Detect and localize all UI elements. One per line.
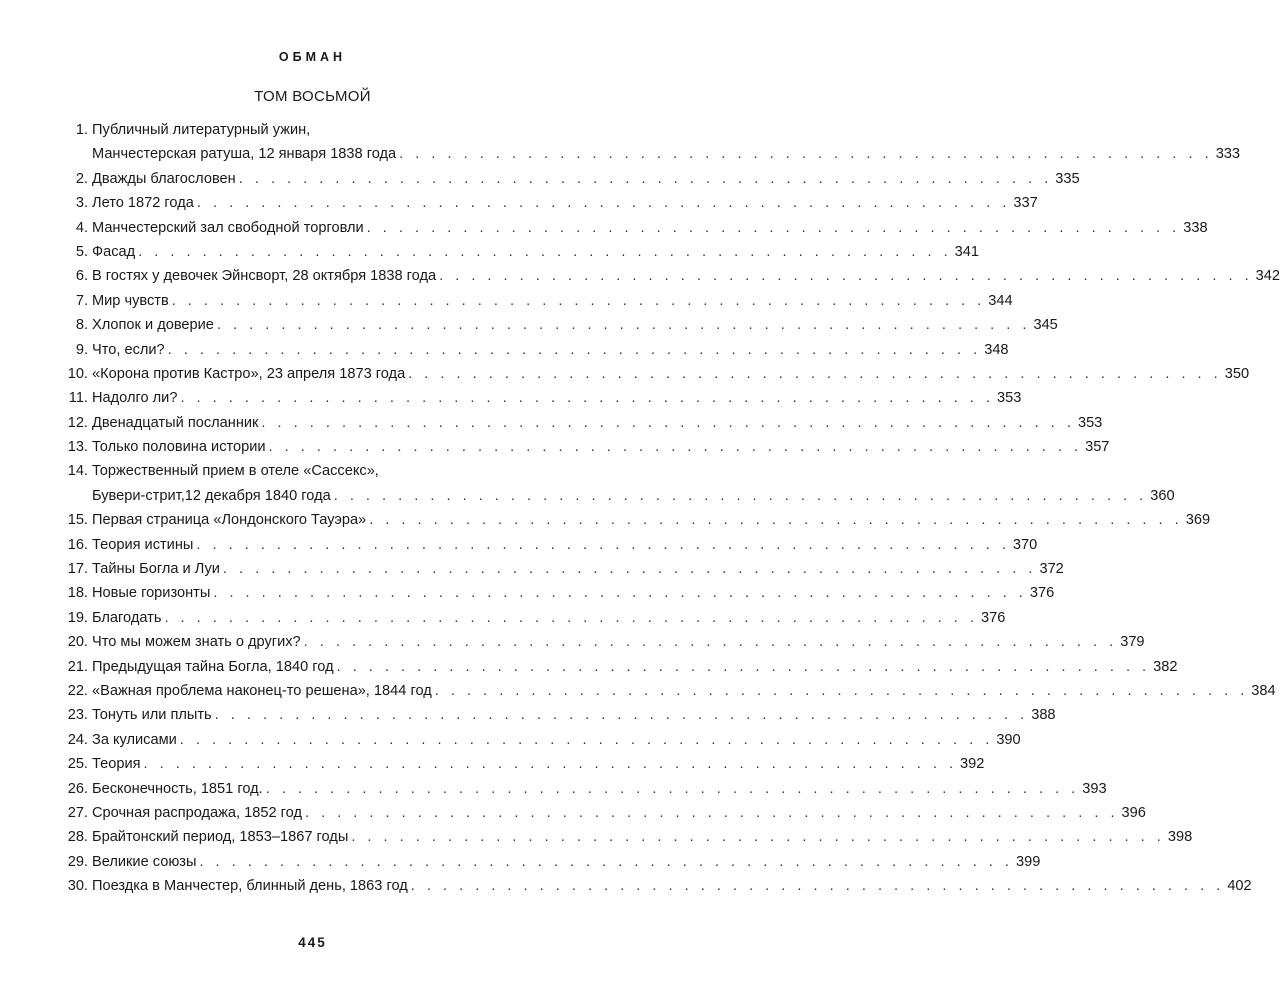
dot-leader: . . . . . . . . . . . . . . . . . . . . . . . . . . . . . . . . . . . . . . . . . . . . . . . . . . . [214, 707, 1029, 724]
dot-leader: . . . . . . . . . . . . . . . . . . . . . . . . . . . . . . . . . . . . . . . . . . . . . . . . . . . [333, 487, 1148, 504]
chapter-title: Теория истины [92, 536, 194, 553]
chapter-number: 17. [67, 561, 88, 578]
dot-leader: . . . . . . . . . . . . . . . . . . . . . . . . . . . . . . . . . . . . . . . . . . . . . . . . . . . [351, 829, 1165, 846]
chapter-title: Надолго ли? [92, 390, 178, 407]
book-title: ОБМАН [278, 50, 347, 64]
chapter-page-number: 344 [988, 292, 1013, 309]
chapter-page-number: 398 [1167, 829, 1193, 846]
toc-entry-line [62, 167, 1080, 191]
dot-leader: . . . . . . . . . . . . . . . . . . . . . . . . . . . . . . . . . . . . . . . . . . . . . . . . . . . [180, 390, 994, 407]
chapter-page-number: 388 [1031, 707, 1056, 724]
toc-entry-line [62, 411, 1103, 435]
chapter-page-number: 376 [980, 609, 1006, 626]
toc-entry-line [62, 557, 1064, 581]
chapter-title: Тайны Богла и Луи [92, 561, 220, 578]
chapter-title: Благодать [92, 609, 162, 626]
chapter-number: 24. [67, 731, 88, 748]
dot-leader: . . . . . . . . . . . . . . . . . . . . . . . . . . . . . . . . . . . . . . . . . . . . . . . . . . . [265, 780, 1080, 797]
chapter-number: 12. [67, 414, 88, 431]
chapter-page-number: 382 [1153, 658, 1178, 675]
chapter-number: 8. [75, 317, 88, 334]
toc-entry-line [62, 777, 1107, 801]
chapter-page-number: 379 [1120, 634, 1145, 651]
dot-leader: . . . . . . . . . . . . . . . . . . . . . . . . . . . . . . . . . . . . . . . . . . . . . . . . . . . [164, 609, 978, 626]
chapter-title: Лето 1872 года [92, 195, 194, 212]
chapter-number: 20. [67, 634, 88, 651]
chapter-number: 14. [67, 463, 88, 480]
chapter-number: 13. [67, 439, 88, 456]
toc-entry-line [62, 240, 980, 264]
dot-leader: . . . . . . . . . . . . . . . . . . . . . . . . . . . . . . . . . . . . . . . . . . . . . . . . . . . [143, 756, 958, 773]
chapter-page-number: 353 [1077, 414, 1103, 431]
chapter-number: 15. [67, 512, 88, 529]
chapter-number: 30. [67, 878, 88, 895]
dot-leader: . . . . . . . . . . . . . . . . . . . . . . . . . . . . . . . . . . . . . . . . . . . . . . . . . . . [199, 853, 1013, 870]
dot-leader: . . . . . . . . . . . . . . . . . . . . . . . . . . . . . . . . . . . . . . . . . . . . . . . . . . . [336, 658, 1151, 675]
dot-leader: . . . . . . . . . . . . . . . . . . . . . . . . . . . . . . . . . . . . . . . . . . . . . . . . . . . [369, 512, 1183, 529]
toc-entry-line [62, 191, 1038, 215]
table-of-contents [62, 118, 1280, 899]
chapter-title: Первая страница «Лондонского Тауэра» [92, 512, 367, 529]
dot-leader: . . . . . . . . . . . . . . . . . . . . . . . . . . . . . . . . . . . . . . . . . . . . . . . . . . . [238, 170, 1053, 187]
chapter-number: 3. [75, 195, 88, 212]
chapter-page-number: 342 [1255, 268, 1280, 285]
toc-entry-line [62, 142, 1241, 166]
chapter-number: 10. [67, 365, 88, 382]
chapter-title: За кулисами [92, 731, 177, 748]
chapter-title: Торжественный прием в отеле «Сассекс», [92, 463, 379, 480]
chapter-title: Дважды благословен [92, 170, 236, 187]
chapter-page-number: 376 [1029, 585, 1055, 602]
chapter-title: Брайтонский период, 1853–1867 годы [92, 829, 349, 846]
toc-entry-line [62, 289, 1013, 313]
toc-entry-line [62, 825, 1193, 849]
toc-entry-line [62, 728, 1021, 752]
chapter-number: 25. [67, 756, 88, 773]
toc-entry-line [62, 118, 550, 142]
dot-leader: . . . . . . . . . . . . . . . . . . . . . . . . . . . . . . . . . . . . . . . . . . . . . . . . . . . [304, 804, 1119, 821]
chapter-page-number: 393 [1082, 780, 1107, 797]
toc-entry-line [62, 606, 1006, 630]
toc-entry-line [62, 533, 1038, 557]
chapter-number: 19. [67, 609, 88, 626]
chapter-page-number: 341 [954, 243, 980, 260]
chapter-page-number: 353 [996, 390, 1022, 407]
dot-leader: . . . . . . . . . . . . . . . . . . . . . . . . . . . . . . . . . . . . . . . . . . . . . . . . . . . [213, 585, 1027, 602]
toc-entry-line [62, 435, 1110, 459]
chapter-number: 27. [67, 804, 88, 821]
dot-leader: . . . . . . . . . . . . . . . . . . . . . . . . . . . . . . . . . . . . . . . . . . . . . . . . . . . [408, 365, 1222, 382]
dot-leader: . . . . . . . . . . . . . . . . . . . . . . . . . . . . . . . . . . . . . . . . . . . . . . . . . . . [196, 195, 1011, 212]
toc-entry-line [62, 703, 1056, 727]
chapter-title: «Корона против Кастро», 23 апреля 1873 года [92, 365, 406, 382]
chapter-page-number: 337 [1013, 195, 1038, 212]
volume-title: ТОМ ВОСЬМОЙ [254, 88, 371, 105]
toc-entry-line [62, 264, 1280, 288]
toc-entry-line [62, 874, 1252, 898]
dot-leader: . . . . . . . . . . . . . . . . . . . . . . . . . . . . . . . . . . . . . . . . . . . . . . . . . . . [399, 146, 1213, 163]
dot-leader: . . . . . . . . . . . . . . . . . . . . . . . . . . . . . . . . . . . . . . . . . . . . . . . . . . . [179, 731, 994, 748]
dot-leader: . . . . . . . . . . . . . . . . . . . . . . . . . . . . . . . . . . . . . . . . . . . . . . . . . . . [167, 341, 982, 358]
dot-leader: . . . . . . . . . . . . . . . . . . . . . . . . . . . . . . . . . . . . . . . . . . . . . . . . . . . [434, 682, 1249, 699]
dot-leader: . . . . . . . . . . . . . . . . . . . . . . . . . . . . . . . . . . . . . . . . . . . . . . . . . . . [171, 292, 986, 309]
chapter-title: Срочная распродажа, 1852 год [92, 804, 302, 821]
chapter-number: 5. [75, 243, 88, 260]
chapter-number: 6. [75, 268, 88, 285]
chapter-page-number: 345 [1033, 317, 1058, 334]
chapter-title: Поездка в Манчестер, блинный день, 1863 год [92, 878, 408, 895]
chapter-page-number: 399 [1015, 853, 1041, 870]
toc-entry-line [62, 313, 1058, 337]
toc-entry-line [62, 850, 1041, 874]
chapter-title: Манчестерский зал свободной торговли [92, 219, 364, 236]
toc-entry-line [62, 338, 1009, 362]
chapter-title: Только половина истории [92, 439, 266, 456]
chapter-title: Новые горизонты [92, 585, 211, 602]
chapter-number: 11. [68, 390, 88, 407]
toc-entry-line [62, 801, 1146, 825]
chapter-title: Бесконечность, 1851 год. [92, 780, 263, 797]
dot-leader: . . . . . . . . . . . . . . . . . . . . . . . . . . . . . . . . . . . . . . . . . . . . . . . . . . . [216, 317, 1031, 334]
chapter-number: 28. [67, 829, 88, 846]
page-number: 445 [298, 935, 327, 950]
chapter-number: 9. [75, 341, 88, 358]
dot-leader: . . . . . . . . . . . . . . . . . . . . . . . . . . . . . . . . . . . . . . . . . . . . . . . . . . . [196, 536, 1010, 553]
chapter-title: Публичный литературный ужин, [92, 122, 311, 138]
chapter-page-number: 357 [1085, 439, 1110, 456]
chapter-number: 26. [67, 780, 88, 797]
chapter-title: Великие союзы [92, 853, 197, 870]
chapter-page-number: 338 [1183, 219, 1208, 236]
dot-leader: . . . . . . . . . . . . . . . . . . . . . . . . . . . . . . . . . . . . . . . . . . . . . . . . . . . [222, 561, 1037, 578]
chapter-number: 18. [67, 585, 88, 602]
chapter-number: 22. [67, 682, 88, 699]
dot-leader: . . . . . . . . . . . . . . . . . . . . . . . . . . . . . . . . . . . . . . . . . . . . . . . . . . . [138, 243, 952, 260]
toc-entry-line [62, 655, 1178, 679]
chapter-title: «Важная проблема наконец-то решена», 1844 год [92, 682, 432, 699]
toc-entry-line [62, 484, 1175, 508]
chapter-page-number: 402 [1227, 878, 1252, 895]
chapter-page-number: 384 [1251, 682, 1276, 699]
dot-leader: . . . . . . . . . . . . . . . . . . . . . . . . . . . . . . . . . . . . . . . . . . . . . . . . . . . [366, 219, 1181, 236]
toc-entry-line [62, 581, 1055, 605]
chapter-page-number: 370 [1012, 536, 1038, 553]
dot-leader: . . . . . . . . . . . . . . . . . . . . . . . . . . . . . . . . . . . . . . . . . . . . . . . . . . . [303, 634, 1118, 651]
chapter-title: Что мы можем знать о других? [92, 634, 301, 651]
chapter-page-number: 350 [1224, 365, 1250, 382]
chapter-page-number: 348 [984, 341, 1009, 358]
toc-entry-line [62, 752, 985, 776]
chapter-title: Теория [92, 756, 141, 773]
toc-entry-line [62, 386, 1022, 410]
dot-leader: . . . . . . . . . . . . . . . . . . . . . . . . . . . . . . . . . . . . . . . . . . . . . . . . . . . [261, 414, 1075, 431]
toc-entry-line [62, 679, 1276, 703]
chapter-number: 23. [67, 707, 88, 724]
chapter-title: Хлопок и доверие [92, 317, 214, 334]
chapter-page-number: 333 [1215, 146, 1241, 163]
chapter-number: 1. [75, 122, 88, 138]
toc-entry-line [62, 362, 1250, 386]
chapter-title: Манчестерская ратуша, 12 января 1838 года [92, 146, 397, 163]
chapter-page-number: 372 [1039, 561, 1064, 578]
chapter-title: Фасад [92, 243, 136, 260]
toc-entry-line [62, 459, 550, 483]
chapter-page-number: 396 [1121, 804, 1146, 821]
toc-entry-line [62, 630, 1145, 654]
chapter-title: В гостях у девочек Эйнсворт, 28 октября 1838 года [92, 268, 437, 285]
chapter-title: Что, если? [92, 341, 165, 358]
chapter-page-number: 392 [960, 756, 985, 773]
chapter-title: Мир чувств [92, 292, 169, 309]
chapter-number: 21. [67, 658, 88, 675]
toc-entry-line [62, 508, 1211, 532]
dot-leader: . . . . . . . . . . . . . . . . . . . . . . . . . . . . . . . . . . . . . . . . . . . . . . . . . . . [268, 439, 1083, 456]
chapter-title: Бувери-стрит,12 декабря 1840 года [92, 487, 331, 504]
chapter-title: Двенадцатый посланник [92, 414, 259, 431]
chapter-number: 4. [75, 219, 88, 236]
chapter-number: 16. [67, 536, 88, 553]
chapter-title: Предыдущая тайна Богла, 1840 год [92, 658, 334, 675]
dot-leader: . . . . . . . . . . . . . . . . . . . . . . . . . . . . . . . . . . . . . . . . . . . . . . . . . . . [410, 878, 1225, 895]
chapter-page-number: 369 [1185, 512, 1211, 529]
chapter-page-number: 390 [996, 731, 1021, 748]
chapter-page-number: 360 [1150, 487, 1175, 504]
toc-entry-line [62, 216, 1208, 240]
chapter-page-number: 335 [1055, 170, 1080, 187]
dot-leader: . . . . . . . . . . . . . . . . . . . . . . . . . . . . . . . . . . . . . . . . . . . . . . . . . . . [439, 268, 1253, 285]
chapter-number: 29. [67, 853, 88, 870]
chapter-number: 7. [75, 292, 88, 309]
chapter-number: 2. [75, 170, 88, 187]
chapter-title: Тонуть или плыть [92, 707, 212, 724]
